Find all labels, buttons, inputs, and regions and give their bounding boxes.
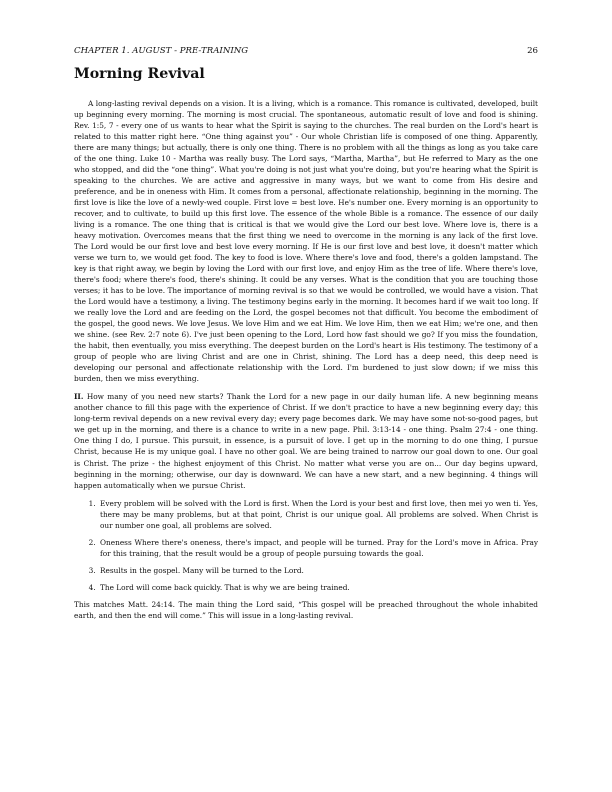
list-item: 4. The Lord will come back quickly. That is why we are being trained. bbox=[98, 582, 538, 593]
numbered-list bbox=[74, 498, 538, 593]
list-item: 2. Oneness Where there's oneness, there's impact, and people will be turned. Pray for the Lord's move in Africa. Pray for this training, that the result would be a group of people pursuing towards the goal. bbox=[98, 537, 538, 559]
closing-paragraph: This matches Matt. 24:14. The main thing the Lord said, “This gospel will be preached throughout the whole inhabited earth, and then the end will come.” This will issue in a long-lasting revival. bbox=[74, 599, 538, 620]
paragraph-2-text: How many of you need new starts? Thank the Lord for a new page in our daily human life. A new beginning means another chance to fill this page with the experience of Christ. If we don't practice to have a new beginning every day; this long-term revival depends on a new revival every day; every page becomes dark. We may have some not-so-good pages, but we get up in the morning, and there is a chance to write in a new page. Phil. 3:13-14 - one thing. Psalm 27:4 - one thing. One thing I do, I pursue. This pursuit, in essence, is a pursuit of love. I get up in the morning to do one thing, I pursue Christ, because He is my unique goal. I have no other goal. We are being trained to narrow our goal down to one. Our goal is Christ. The prize - the highest enjoyment of this Christ. No matter what verse you are on... Our day begins upward, beginning in the morning; otherwise, our day is downward. We can have a new start, and a new beginning. 4 things will happen automatically when we pursue Christ. bbox=[74, 392, 538, 490]
chapter-heading: CHAPTER 1. AUGUST - PRE-TRAINING bbox=[74, 46, 249, 56]
list-item: 3. Results in the gospel. Many will be turned to the Lord. bbox=[98, 565, 538, 576]
running-header bbox=[74, 46, 538, 56]
paragraph-2 bbox=[74, 391, 538, 490]
paragraph-1: A long-lasting revival depends on a vision. It is a living, which is a romance. This romance is cultivated, developed, built up beginning every morning. The morning is most crucial. The spontaneous, automatic result of love and food is shining. Rev. 1:5, 7 - every one of us wants to hear what the Spirit is saying to the churches. The real burden on the Lord's heart is related to this matter right here. “One thing against you” - Our whole Christian life is composed of one thing. Apparently, there are many things; but actually, there is only one thing. There is no problem with all the things as long as you take care of the one thing. Luke 10 - Martha was really busy. The Lord says, “Martha, Martha”, but He referred to Mary as the one who stopped, and did the “one thing”. What you're doing is not just what you're doing, but you're hearing what the Spirit is speaking to the churches. We are active and aggressive in many ways, but we want to come from His desire and preference, and be in oneness with Him. It comes from a personal, affectionate relationship, beginning in the morning. The first love is like the love of a newly-wed couple. First love = best love. He's number one. Every morning is an opportunity to recover, and to cultivate, to build up this first love. The essence of the whole Bible is a romance. The essence of our daily living is a romance. The one thing that is critical is that we would give the Lord our best love. Where love is, there is a heavy motivation. Overcomes means that the first thing we need to overcome in the morning is any lack of the first love. The Lord would be our first love and best love every morning. If He is our first love and best love, it doesn't matter which verse we turn to, we would get food. The key to food is love. Where there's love and food, there's a golden lampstand. The key is that right away, we begin by loving the Lord with our first love, and enjoy Him as the tree of life. Where there's love, there's food; where there's food, there's shining. It could be any verses. What is the condition that you are touching those verses; it has to be love. The importance of morning revival is so that we would be controlled, we would have a vision. That the Lord would have a testimony, a living. The testimony begins early in the morning. It becomes hard if we wait too long. If we really love the Lord and are feeding on the Lord, the gospel becomes not that difficult. You become the embodiment of the gospel, the good news. We love Jesus. We love Him and we eat Him. We love Him, then we eat Him; we're one, and then we shine. (see Rev. 2:7 note 6). I've just been opening to the Lord, Lord how fast should we go? If you miss the foundation, the habit, then eventually, you miss everything. The deepest burden on the Lord's heart is His testimony. The testimony of a group of people who are living Christ and are one in Christ, shining. The Lord has a deep need, this deep need is developing our personal and affectionate relationship with the Lord. I'm burdened to just slow down; if we miss this burden, then we miss everything. bbox=[74, 99, 538, 384]
list-item: 1. Every problem will be solved with the Lord is first. When the Lord is your best and first love, then mei yo wen ti. Yes, there may be many problems, but at that point, Christ is our unique goal. All problems are solved. When Christ is our number one goal, all problems are solved. bbox=[98, 498, 538, 531]
section-title: Morning Revival bbox=[74, 66, 205, 82]
paragraph-2-lead: II. bbox=[74, 392, 84, 402]
body-text bbox=[74, 98, 538, 628]
page-number: 26 bbox=[527, 46, 538, 56]
